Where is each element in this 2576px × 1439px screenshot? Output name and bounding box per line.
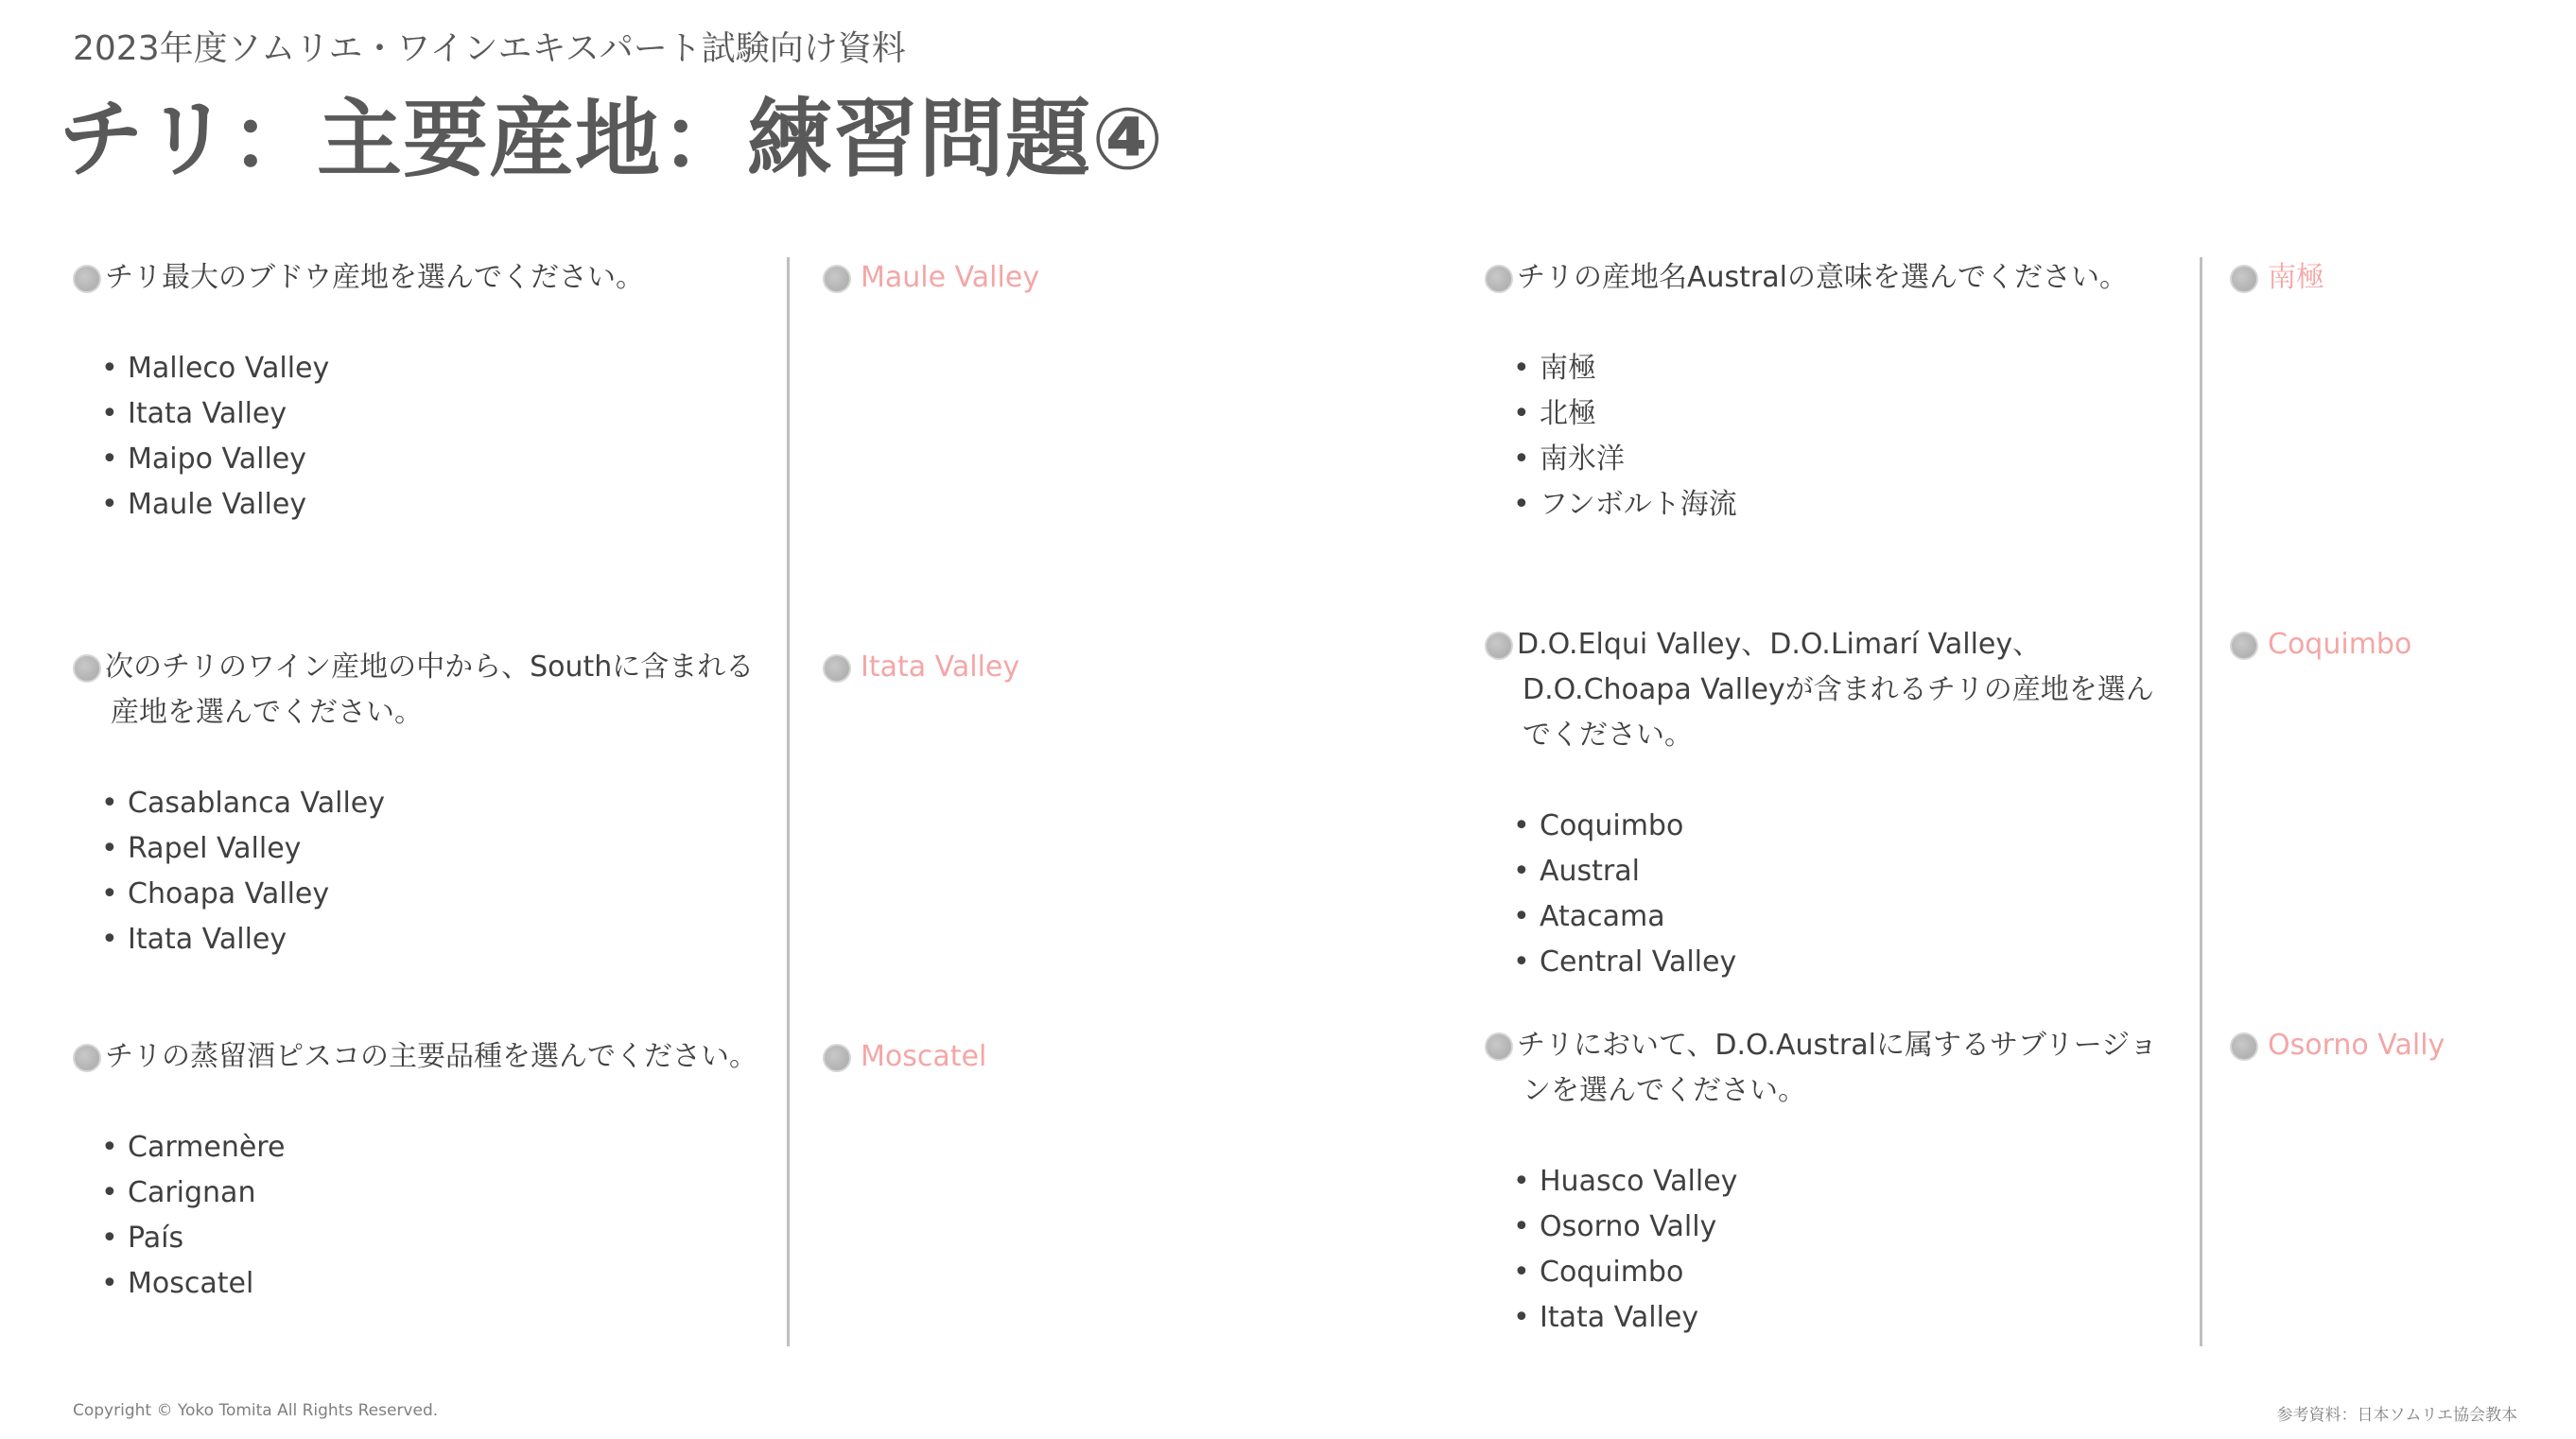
question-6 xyxy=(1485,1023,2175,1341)
answer-text: Maule Valley xyxy=(861,261,1040,294)
bullet-circle-icon xyxy=(2230,1032,2258,1061)
options-list xyxy=(1485,346,2175,528)
bullet-circle-icon xyxy=(823,1044,851,1072)
answer-1 xyxy=(823,255,1039,301)
bullet-circle-icon xyxy=(73,1044,101,1072)
options-list xyxy=(73,1125,773,1307)
bullet-circle-icon xyxy=(823,265,851,293)
options-list xyxy=(73,781,773,962)
options-list xyxy=(1485,804,2175,985)
option-item: • País xyxy=(101,1216,773,1261)
question-header xyxy=(73,255,773,301)
bullet-circle-icon xyxy=(73,265,101,293)
option-item: • Osorno Vally xyxy=(1513,1205,2175,1250)
answer-2 xyxy=(823,645,1019,690)
question-text: チリの蒸留酒ピスコの主要品種を選んでください。 xyxy=(105,1040,757,1073)
answer-text: Coquimbo xyxy=(2268,628,2412,661)
option-item: • Atacama xyxy=(1513,894,2175,940)
option-item: • 南氷洋 xyxy=(1513,437,2175,482)
question-5 xyxy=(1485,622,2175,985)
option-item: • Rapel Valley xyxy=(101,826,773,872)
option-item: • Itata Valley xyxy=(101,917,773,962)
option-item: • Maule Valley xyxy=(101,482,773,528)
question-header xyxy=(73,1034,773,1080)
option-item: • Austral xyxy=(1513,849,2175,894)
bullet-circle-icon xyxy=(2230,632,2258,660)
options-list xyxy=(73,346,773,528)
option-item: • Central Valley xyxy=(1513,940,2175,985)
bullet-circle-icon xyxy=(823,654,851,683)
bullet-circle-icon xyxy=(73,654,101,683)
answer-text: Itata Valley xyxy=(861,650,1020,684)
answer-6 xyxy=(2230,1023,2445,1068)
bullet-circle-icon xyxy=(1485,632,1513,660)
option-item: • Casablanca Valley xyxy=(101,781,773,826)
question-text: チリにおいて、D.O.Australに属するサブリージョンを選んでください。 xyxy=(1517,1029,2158,1107)
answer-3 xyxy=(823,1034,986,1080)
option-item: • Choapa Valley xyxy=(101,872,773,917)
option-item: • Maipo Valley xyxy=(101,437,773,482)
option-item: • Huasco Valley xyxy=(1513,1159,2175,1205)
question-text: D.O.Elqui Valley、D.O.Limarí Valley、D.O.Choapa Valleyが含まれるチリの産地を選んでください。 xyxy=(1517,628,2154,752)
question-2 xyxy=(73,645,773,962)
answer-text: Moscatel xyxy=(861,1040,987,1073)
question-header xyxy=(1485,255,2175,301)
answer-text: Osorno Vally xyxy=(2268,1029,2445,1062)
question-text: チリの産地名Australの意味を選んでください。 xyxy=(1517,261,2128,294)
option-item: • Moscatel xyxy=(101,1261,773,1307)
option-item: • Coquimbo xyxy=(1513,804,2175,849)
bullet-circle-icon xyxy=(2230,265,2258,293)
page-title: チリ：主要産地：練習問題④ xyxy=(59,90,1165,189)
question-3 xyxy=(73,1034,773,1307)
option-item: • Itata Valley xyxy=(1513,1295,2175,1341)
bullet-circle-icon xyxy=(1485,265,1513,293)
option-item: • 北極 xyxy=(1513,391,2175,437)
question-text: 次のチリのワイン産地の中から、Southに含まれる産地を選んでください。 xyxy=(105,650,755,729)
bullet-circle-icon xyxy=(1485,1032,1513,1061)
question-header xyxy=(73,645,773,736)
divider-right xyxy=(2200,257,2202,1346)
question-1 xyxy=(73,255,773,528)
options-list xyxy=(1485,1159,2175,1341)
answer-text: 南極 xyxy=(2268,261,2324,294)
option-item: • Malleco Valley xyxy=(101,346,773,391)
option-item: • Carmenère xyxy=(101,1125,773,1170)
answer-5 xyxy=(2230,622,2411,667)
copyright-text: Copyright © Yoko Tomita All Rights Reserved. xyxy=(73,1401,439,1420)
divider-left xyxy=(787,257,790,1346)
option-item: • Coquimbo xyxy=(1513,1250,2175,1295)
page-subtitle: 2023年度ソムリエ・ワインエキスパート試験向け資料 xyxy=(73,29,906,68)
option-item: • Itata Valley xyxy=(101,391,773,437)
reference-text: 参考資料：日本ソムリエ協会教本 xyxy=(2276,1406,2517,1425)
question-4 xyxy=(1485,255,2175,528)
question-header xyxy=(1485,1023,2175,1114)
question-text: チリ最大のブドウ産地を選んでください。 xyxy=(105,261,644,294)
question-header xyxy=(1485,622,2175,758)
option-item: • Carignan xyxy=(101,1170,773,1216)
option-item: • 南極 xyxy=(1513,346,2175,391)
option-item: • フンボルト海流 xyxy=(1513,482,2175,528)
answer-4 xyxy=(2230,255,2324,301)
